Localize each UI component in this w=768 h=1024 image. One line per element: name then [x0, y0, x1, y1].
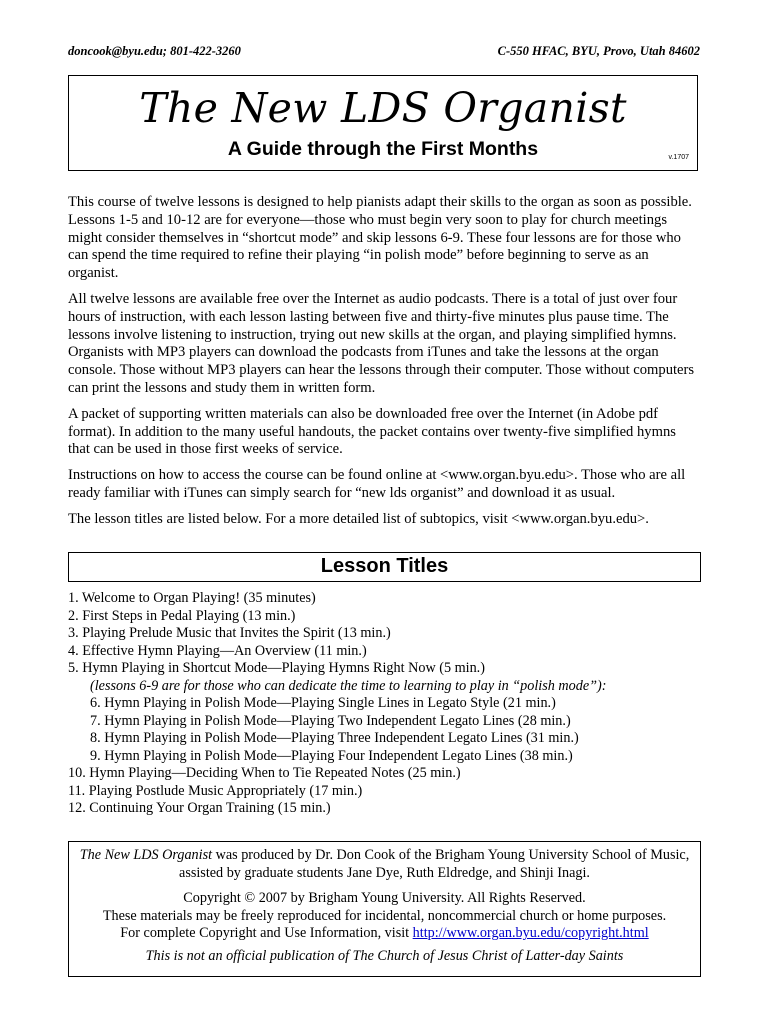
- header-contact: doncook@byu.edu; 801-422-3260: [68, 44, 241, 58]
- list-item: 4. Effective Hymn Playing—An Overview (11 min.): [68, 642, 367, 659]
- credits-box: [68, 841, 701, 977]
- copyright-info-line: [69, 925, 700, 943]
- paragraph: Instructions on how to access the course can be found online at <www.organ.byu.edu>. Those who are all ready familiar with iTunes can simply search for “new lds organist” and download it as usual.: [68, 467, 686, 501]
- list-item: 10. Hymn Playing—Deciding When to Tie Repeated Notes (25 min.): [68, 765, 461, 781]
- list-item: 1. Welcome to Organ Playing! (35 minutes): [68, 590, 316, 606]
- reproduction-line: These materials may be freely reproduced for incidental, noncommercial church or home purposes.: [102, 907, 667, 924]
- list-item: 11. Playing Postlude Music Appropriately (17 min.): [68, 782, 363, 799]
- copyright-info-text: For complete Copyright and Use Information, visit: [120, 925, 413, 942]
- paragraph: All twelve lessons are available free over the Internet as audio podcasts. There is a total of just over four hours of instruction, with each lesson lasting between five and thirty-five minutes plus pause time. The lessons involve listening to instruction, trying out new skills at the organ, and playing simplified hymns. Organists with MP3 players can download the podcasts from iTunes and take the lessons at the organ console. Those without MP3 players can hear the lessons through their computer. Those without computers can print the lessons and study them in written form.: [68, 290, 695, 396]
- paragraph: This course of twelve lessons is designed to help pianists adapt their skills to the organ as soon as possible. Lessons 1-5 and 10-12 are for everyone—those who must begin very soon to play for church meetings might consider themselves in “shortcut mode” and skip lessons 6-9. These four lessons are for those who can spend the time required to refine their playing “in polish mode” before beginning to serve as an organist.: [68, 194, 692, 282]
- list-item: 2. First Steps in Pedal Playing (13 min.): [68, 607, 296, 624]
- intro-text: [68, 194, 701, 537]
- lesson-list: [68, 590, 708, 818]
- paragraph: The lesson titles are listed below. For a more detailed list of subtopics, visit <www.organ.byu.edu>.: [68, 510, 649, 527]
- copyright-link[interactable]: http://www.organ.byu.edu/copyright.html: [412, 925, 649, 942]
- copyright-line: Copyright © 2007 by Brigham Young University. All Rights Reserved.: [183, 890, 586, 907]
- list-item: 12. Continuing Your Organ Training (15 min.): [68, 800, 331, 816]
- list-item: 3. Playing Prelude Music that Invites the Spirit (13 min.): [68, 625, 391, 641]
- credits-produced: [69, 847, 700, 882]
- title-box: [68, 75, 698, 171]
- credits-produced-text: was produced by Dr. Don Cook of the Brigham Young University School of Music, assisted by graduate students Jane Dye, Ruth Eldredge, and Shinji Inagi.: [179, 847, 690, 881]
- list-item: 6. Hymn Playing in Polish Mode—Playing Single Lines in Legato Style (21 min.): [90, 695, 556, 711]
- list-item: 7. Hymn Playing in Polish Mode—Playing Two Independent Legato Lines (28 min.): [90, 712, 571, 729]
- paragraph: A packet of supporting written materials can also be downloaded free over the Internet (in Adobe pdf format). In addition to the many useful handouts, the packet contains over twenty-five simplified hymns that can be used in those first weeks of service.: [68, 405, 676, 458]
- lesson-titles-heading: Lesson Titles: [68, 552, 701, 582]
- credits-title: The New LDS Organist: [79, 847, 213, 863]
- document-subtitle: A Guide through the First Months: [227, 138, 539, 160]
- list-item: 8. Hymn Playing in Polish Mode—Playing Three Independent Legato Lines (31 min.): [90, 730, 579, 746]
- list-item: 9. Hymn Playing in Polish Mode—Playing Four Independent Legato Lines (38 min.): [90, 747, 573, 764]
- version-label: v.1707: [668, 154, 689, 161]
- polish-mode-note: (lessons 6-9 are for those who can dedicate the time to learning to play in “polish mode”):: [90, 677, 607, 694]
- disclaimer-line: This is not an official publication of The Church of Jesus Christ of Latter-day Saints: [145, 947, 624, 964]
- header-address: C-550 HFAC, BYU, Provo, Utah 84602: [497, 44, 700, 58]
- document-title: The New LDS Organist: [139, 84, 627, 132]
- list-item: 5. Hymn Playing in Shortcut Mode—Playing Hymns Right Now (5 min.): [68, 660, 485, 676]
